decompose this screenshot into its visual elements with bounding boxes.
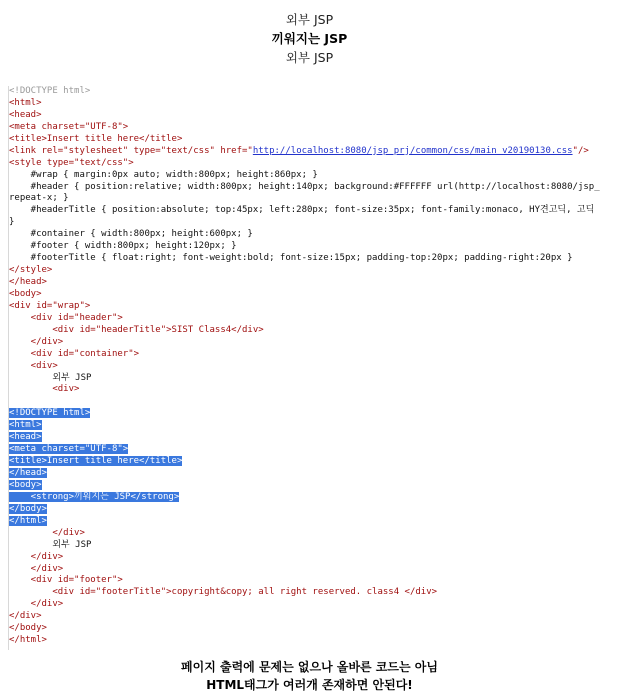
outer-jsp-text-bottom: 외부 JSP [285, 50, 334, 65]
selection-text: </body> [9, 503, 47, 514]
code-line: <div id="container"> [9, 348, 140, 359]
code-fragment: "/> [572, 145, 589, 156]
selected-code-line [9, 516, 607, 528]
inner-jsp-text: 끼워지는 JSP [271, 31, 348, 46]
selection-text: <title>Insert title here</title> [9, 456, 183, 467]
code-line: <div> [9, 384, 80, 395]
selected-code-line [9, 432, 607, 444]
selected-code-line [9, 444, 607, 456]
code-line: repeat-x; } [9, 193, 69, 204]
selected-code-line [9, 480, 607, 492]
code-line: } [9, 217, 15, 228]
code-line: #wrap { margin:0px auto; width:800px; height:860px; } [9, 169, 318, 180]
code-line: #footer { width:800px; height:120px; } [9, 241, 237, 252]
code-line: <div> [9, 360, 58, 371]
code-line: #footerTitle { float:right; font-weight:bold; font-size:15px; padding-top:20px; padding-right:20px } [9, 253, 573, 264]
code-line: </div> [9, 611, 42, 622]
code-line [9, 146, 607, 158]
code-line: </div> [9, 599, 64, 610]
code-line: <div id="footerTitle">copyright&copy; all right reserved. class4 </div> [9, 587, 438, 598]
code-line: <body> [9, 288, 42, 299]
code-line: #container { width:800px; height:600px; } [9, 229, 253, 240]
selected-code-line [9, 408, 607, 420]
selected-code-line [9, 492, 607, 504]
source-code [9, 86, 607, 647]
code-line: </body> [9, 623, 47, 634]
code-line: 외부 JSP [9, 539, 92, 550]
code-line: </div> [9, 336, 64, 347]
code-line: </div> [9, 527, 85, 538]
code-line: <div id="header"> [9, 312, 123, 323]
code-line [9, 396, 607, 408]
selected-code-line [9, 468, 607, 480]
selection-text: <html> [9, 420, 42, 431]
selected-code-line [9, 420, 607, 432]
code-line: </html> [9, 635, 47, 646]
code-line: #header { position:relative; width:800px; height:140px; background:#FFFFFF url(http://localhost:8080/jsp_ [9, 181, 600, 192]
code-line: </style> [9, 265, 53, 276]
selection-text: </head> [9, 468, 47, 478]
code-line: </div> [9, 563, 64, 574]
selection-text: <meta charset="UTF-8"> [9, 444, 129, 455]
code-line: </head> [9, 277, 47, 287]
selection-text: </html> [9, 515, 47, 526]
code-line: <style type="text/css"> [9, 157, 134, 168]
code-line: <title>Insert title here</title> [9, 133, 183, 144]
stylesheet-link[interactable]: http://localhost:8080/jsp_prj/common/css/main_v20190130.css [252, 145, 573, 156]
caption-line-2: HTML태그가 여러개 존재하면 안된다! [206, 678, 413, 692]
code-line: <div id="wrap"> [9, 300, 91, 311]
code-fragment: <link rel="stylesheet" type="text/css" href=" [9, 145, 253, 156]
code-line: <div id="headerTitle">SIST Class4</div> [9, 324, 264, 335]
code-line: <html> [9, 97, 42, 108]
selection-text: <head> [9, 432, 42, 443]
code-line: 외부 JSP [9, 372, 92, 383]
outer-jsp-text-top: 외부 JSP [285, 12, 334, 27]
selected-code-line [9, 504, 607, 516]
code-line: #headerTitle { position:absolute; top:45px; left:280px; font-size:35px; font-family:monaco, HY견고딕, 고딕 [9, 205, 595, 216]
selection-text: <body> [9, 479, 42, 490]
selection-text: <!DOCTYPE html> [9, 408, 91, 419]
caption [0, 658, 619, 694]
code-line: <div id="footer"> [9, 575, 123, 586]
selection-text: <strong>끼워지는 JSP</strong> [9, 491, 180, 502]
code-line: <head> [9, 109, 42, 120]
rendered-output [0, 10, 619, 67]
code-line: <meta charset="UTF-8"> [9, 121, 129, 132]
code-line: </div> [9, 551, 64, 562]
page-source-view [8, 86, 607, 650]
code-line: <!DOCTYPE html> [9, 86, 91, 96]
selected-code-line [9, 456, 607, 468]
caption-line-1: 페이지 출력에 문제는 없으나 올바른 코드는 아님 [181, 660, 438, 674]
